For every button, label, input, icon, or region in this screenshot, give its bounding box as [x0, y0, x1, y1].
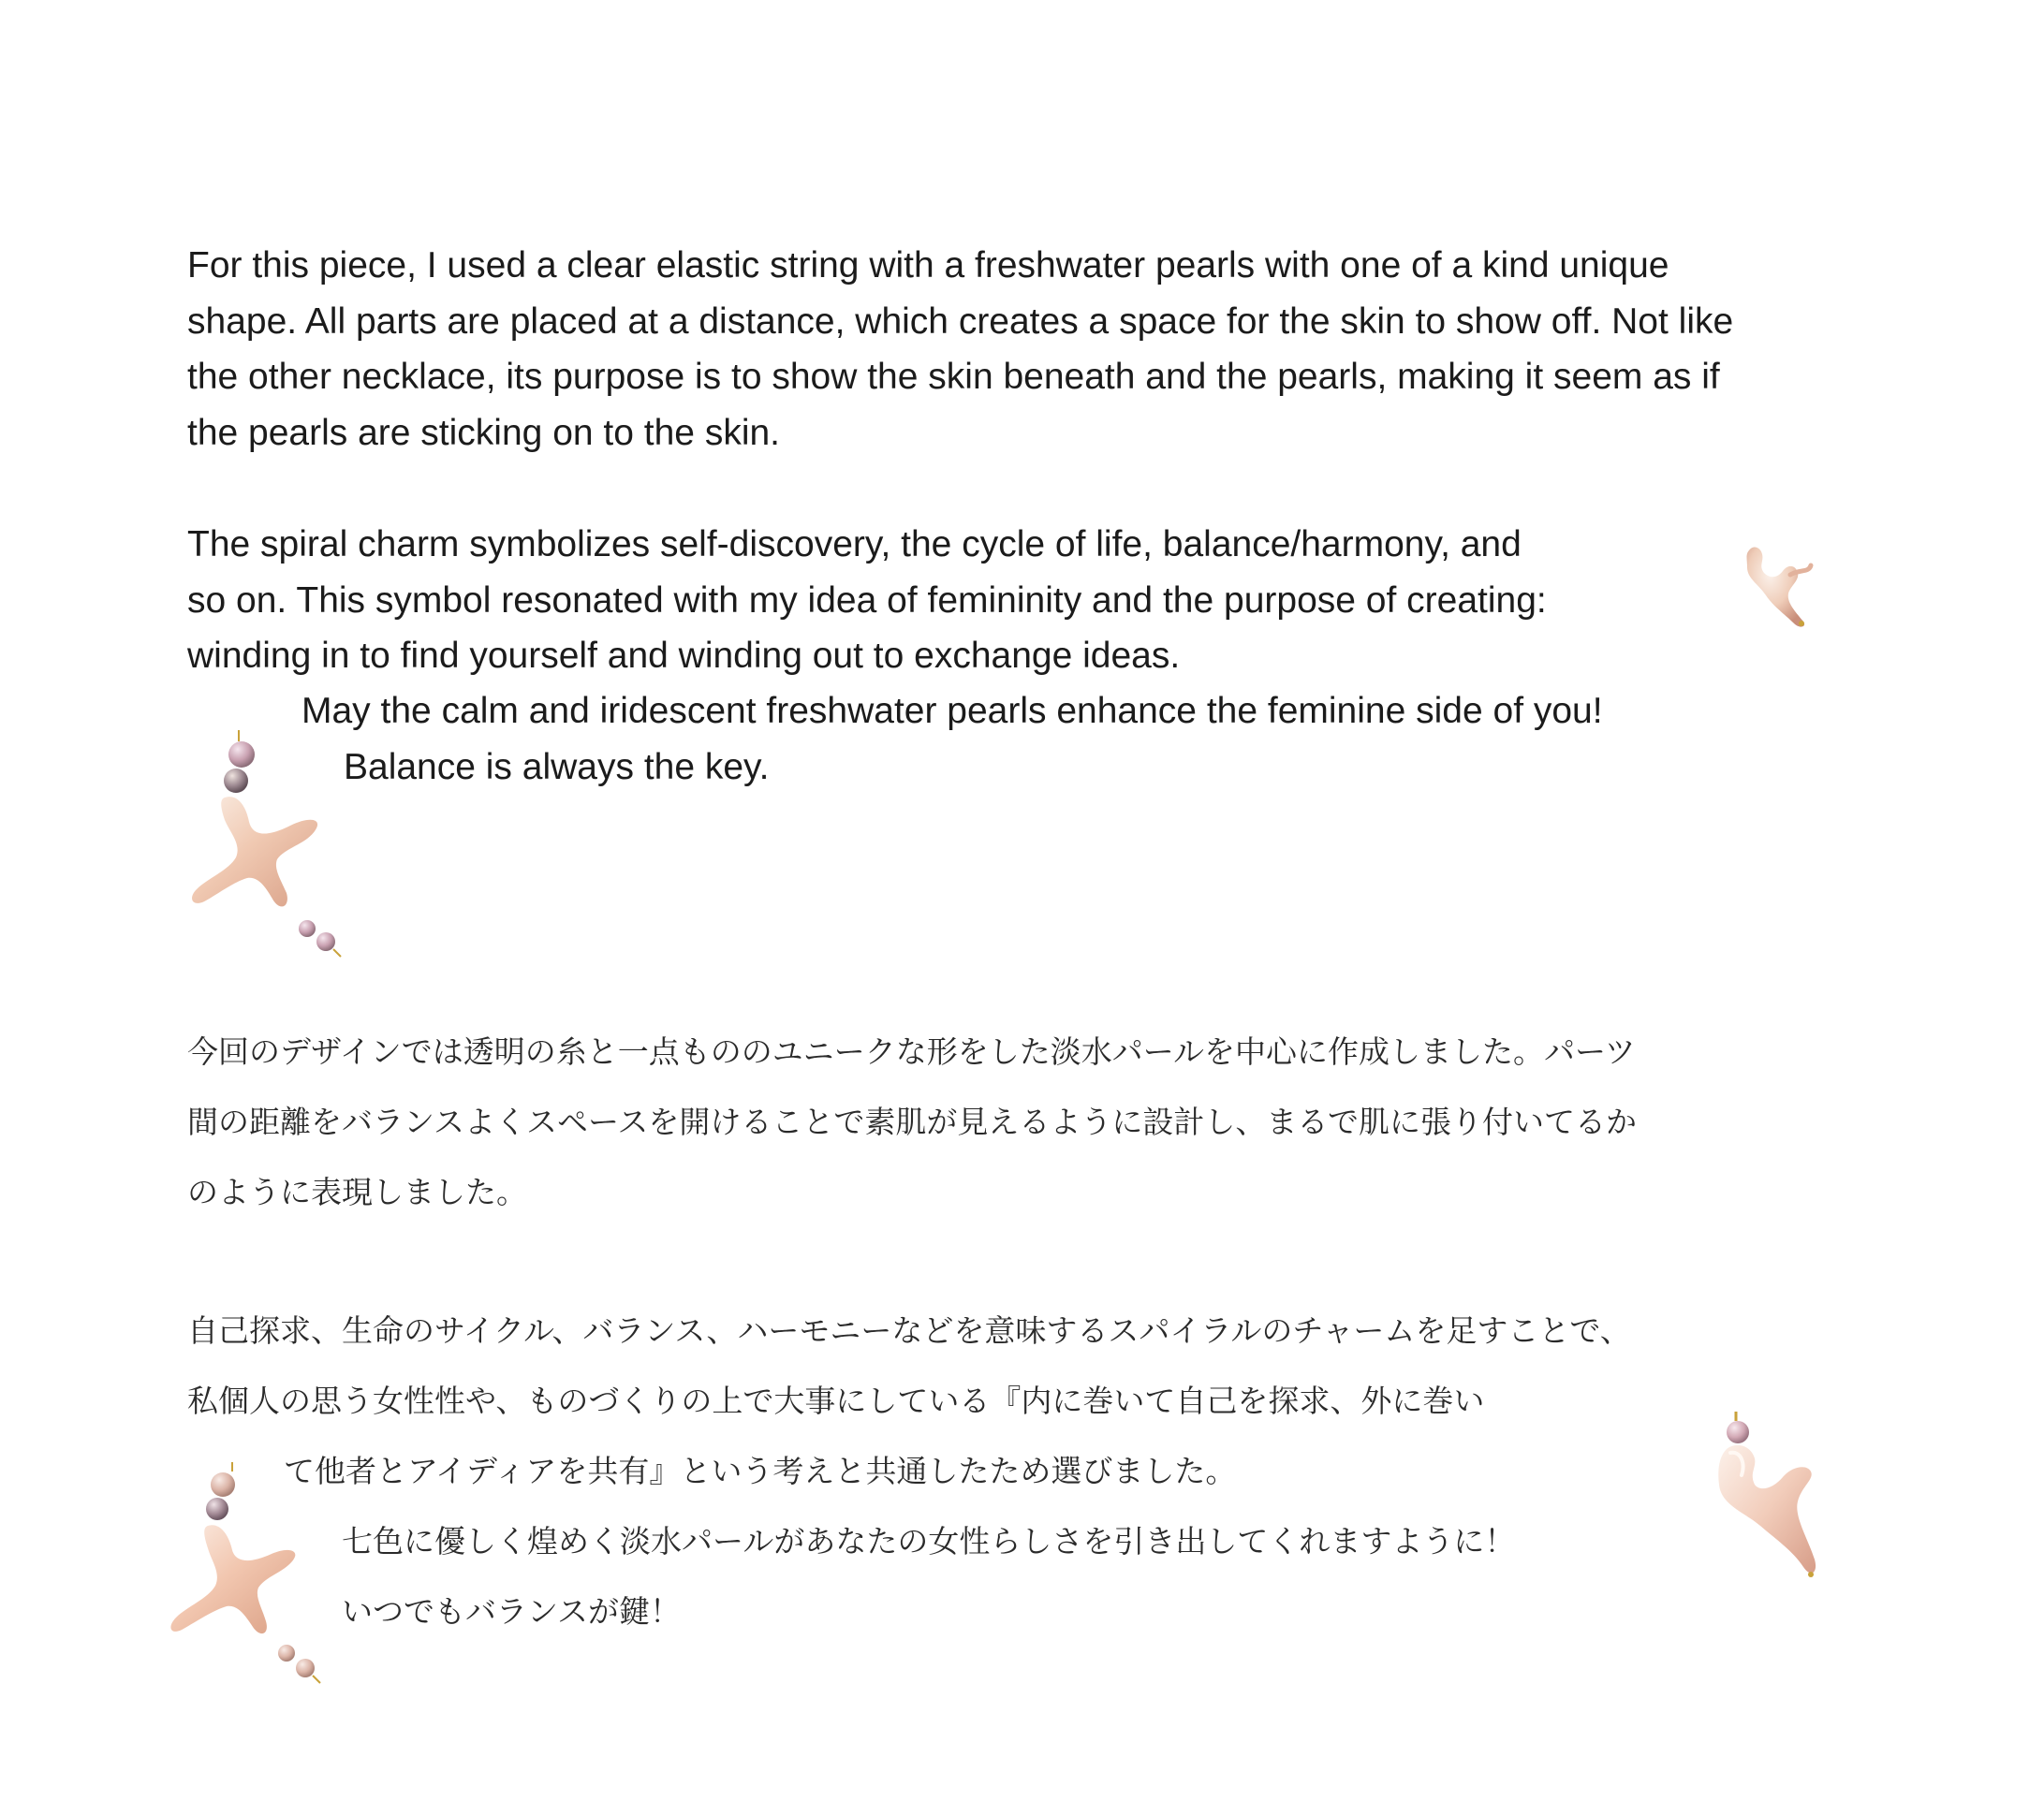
text-line: For this piece, I used a clear elastic string with a freshwater pearls with one of a kind unique — [187, 245, 1669, 286]
english-balance-line: Balance is always the key. — [344, 747, 770, 787]
text-line: 間の距離をバランスよくスペースを開けることで素肌が見えるように設計し、まるで肌に張り付いてるか — [187, 1104, 1638, 1140]
text-line: 今回のデザインでは透明の糸と一点もののユニークな形をした淡水パールを中心に作成しました。パーツ — [187, 1033, 1636, 1070]
japanese-paragraph-1 — [187, 1017, 1637, 1227]
cross-pearl-charm-image — [187, 728, 365, 960]
baroque-pearl-charm-image — [1713, 1412, 1840, 1585]
small-pearl-charm-image — [1742, 541, 1816, 630]
text-line: the pearls are sticking on to the skin. — [187, 412, 781, 453]
cross-pearl-charm-image-bottom — [169, 1460, 337, 1690]
japanese-paragraph-2 — [187, 1296, 1631, 1436]
english-paragraph-1 — [187, 238, 1733, 461]
japanese-balance-line: いつでもバランスが鍵！ — [342, 1593, 682, 1630]
text-line: so on. This symbol resonated with my idea of femininity and the purpose of creating: — [187, 579, 1547, 621]
text-line: 自己探求、生命のサイクル、バランス、ハーモニーなどを意味するスパイラルのチャームを足すことで、 — [187, 1312, 1631, 1349]
text-line: shape. All parts are placed at a distance, which creates a space for the skin to show off. Not like — [187, 300, 1734, 342]
english-paragraph-2 — [187, 517, 1547, 684]
text-line: 私個人の思う女性性や、ものづくりの上で大事にしている『内に巻いて自己を探求、外に巻い — [187, 1383, 1485, 1419]
japanese-paragraph-2-continued: て他者とアイディアを共有』という考えと共通したため選びました。 — [284, 1453, 1237, 1489]
text-line: winding in to find yourself and winding out to exchange ideas. — [187, 636, 1181, 676]
english-wish-line: May the calm and iridescent freshwater pearls enhance the feminine side of you! — [301, 691, 1603, 731]
text-line: the other necklace, its purpose is to show the skin beneath and the pearls, making it seem as if — [187, 357, 1720, 397]
japanese-wish-line: 七色に優しく煌めく淡水パールがあなたの女性らしさを引き出してくれますように！ — [342, 1523, 1516, 1559]
text-line: The spiral charm symbolizes self-discovery, the cycle of life, balance/harmony, and — [187, 524, 1522, 564]
text-line: のように表現しました。 — [187, 1174, 527, 1210]
